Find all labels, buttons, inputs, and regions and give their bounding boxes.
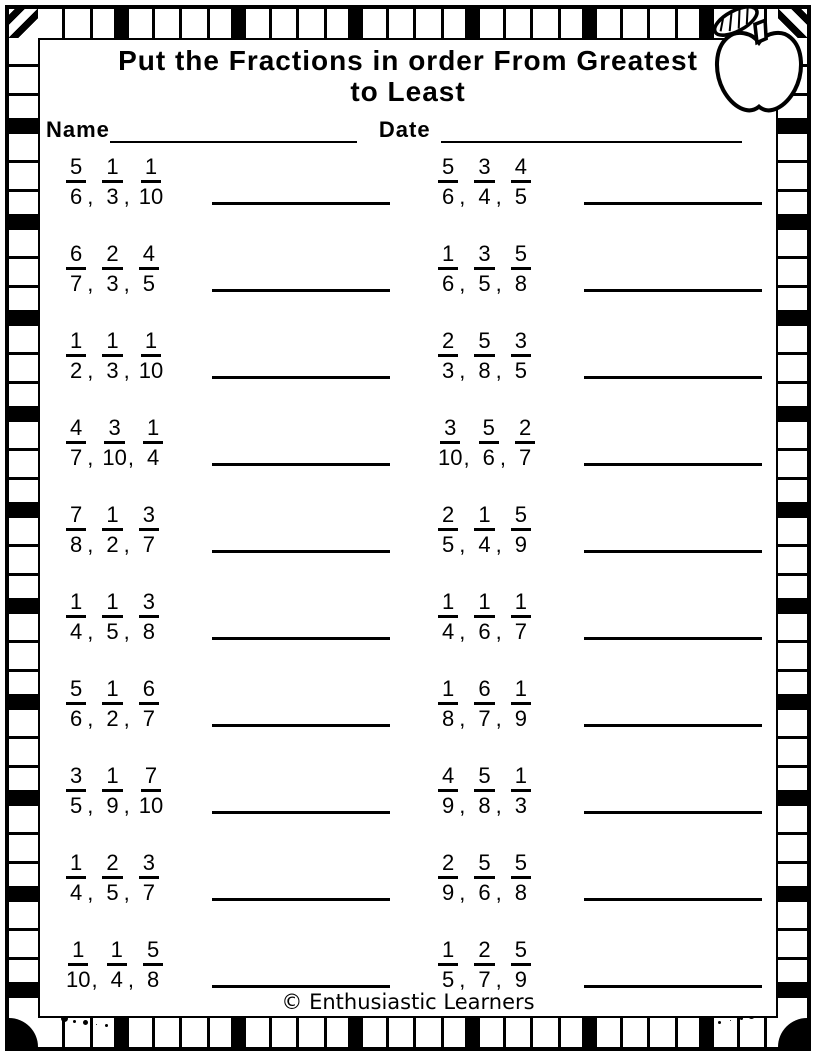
fraction-group <box>438 242 574 296</box>
answer-blank[interactable] <box>212 694 390 727</box>
problems-column-left <box>40 143 408 1023</box>
numerator: 5 <box>511 851 531 879</box>
fraction-group <box>438 590 574 644</box>
denominator: 7 <box>142 532 155 557</box>
numerator: 1 <box>66 329 86 357</box>
problem-row-left-4 <box>66 414 408 470</box>
numerator: 5 <box>474 764 494 792</box>
name-field-line[interactable] <box>110 115 357 143</box>
fraction <box>438 938 458 992</box>
problem-row-right-4 <box>438 414 776 470</box>
comma-separator: , <box>87 532 94 557</box>
answer-blank[interactable] <box>584 346 762 379</box>
denominator: 7 <box>70 271 83 296</box>
denominator: 6 <box>478 619 491 644</box>
denominator: 5 <box>106 880 119 905</box>
fraction <box>438 851 458 905</box>
fraction-group <box>66 155 202 209</box>
fraction-group <box>438 851 574 905</box>
fraction <box>511 503 531 557</box>
denominator: 3 <box>514 793 527 818</box>
comma-separator: , <box>127 967 134 992</box>
numerator: 1 <box>511 590 531 618</box>
numerator: 1 <box>474 590 494 618</box>
answer-blank[interactable] <box>212 520 390 553</box>
comma-separator: , <box>459 619 466 644</box>
fraction <box>438 416 462 470</box>
fraction <box>438 677 458 731</box>
fraction <box>102 416 126 470</box>
problem-row-right-10 <box>438 936 776 992</box>
denominator: 2 <box>70 358 83 383</box>
numerator: 1 <box>102 503 122 531</box>
comma-separator: , <box>123 706 130 731</box>
denominator: 8 <box>478 793 491 818</box>
comma-separator: , <box>459 706 466 731</box>
comma-separator: , <box>123 358 130 383</box>
numerator: 2 <box>438 329 458 357</box>
denominator: 7 <box>142 880 155 905</box>
comma-separator: , <box>123 880 130 905</box>
fraction <box>102 677 122 731</box>
answer-blank[interactable] <box>212 955 390 988</box>
problem-row-left-10 <box>66 936 408 992</box>
answer-blank[interactable] <box>584 172 762 205</box>
answer-blank[interactable] <box>584 433 762 466</box>
numerator: 4 <box>66 416 86 444</box>
fraction <box>66 764 86 818</box>
fraction-group <box>438 503 574 557</box>
numerator: 2 <box>102 242 122 270</box>
problem-row-right-2 <box>438 240 776 296</box>
numerator: 1 <box>66 851 86 879</box>
comma-separator: , <box>123 184 130 209</box>
fraction <box>511 938 531 992</box>
fraction-group <box>66 851 202 905</box>
denominator: 4 <box>70 880 83 905</box>
comma-separator: , <box>123 532 130 557</box>
fraction-group <box>66 242 202 296</box>
denominator: 7 <box>514 619 527 644</box>
problem-row-right-9 <box>438 849 776 905</box>
fraction <box>438 329 458 383</box>
denominator: 10 <box>66 967 91 992</box>
numerator: 6 <box>66 242 86 270</box>
denominator: 9 <box>442 793 455 818</box>
numerator: 1 <box>66 590 86 618</box>
numerator: 5 <box>511 242 531 270</box>
fraction <box>474 677 494 731</box>
problems-column-right <box>408 143 776 1023</box>
comma-separator: , <box>495 271 502 296</box>
denominator: 4 <box>110 967 123 992</box>
numerator: 1 <box>511 677 531 705</box>
comma-separator: , <box>495 793 502 818</box>
denominator: 5 <box>478 271 491 296</box>
numerator: 3 <box>104 416 124 444</box>
denominator: 5 <box>442 967 455 992</box>
numerator: 2 <box>438 503 458 531</box>
fraction <box>102 503 122 557</box>
numerator: 6 <box>474 677 494 705</box>
numerator: 3 <box>511 329 531 357</box>
problem-row-left-8 <box>66 762 408 818</box>
denominator: 9 <box>442 880 455 905</box>
numerator: 3 <box>440 416 460 444</box>
fraction <box>102 329 122 383</box>
answer-blank[interactable] <box>212 259 390 292</box>
denominator: 10 <box>138 184 164 209</box>
fraction <box>139 242 159 296</box>
comma-separator: , <box>127 445 134 470</box>
fraction <box>438 242 458 296</box>
problem-row-left-9 <box>66 849 408 905</box>
fraction <box>107 938 127 992</box>
fraction <box>438 764 458 818</box>
answer-blank[interactable] <box>584 607 762 640</box>
fraction-group <box>66 329 202 383</box>
numerator: 3 <box>474 155 494 183</box>
numerator: 1 <box>102 590 122 618</box>
comma-separator: , <box>123 793 130 818</box>
denominator: 8 <box>146 967 160 992</box>
fraction-group <box>438 677 574 731</box>
worksheet-content <box>38 38 778 1018</box>
problem-row-right-7 <box>438 675 776 731</box>
numerator: 3 <box>474 242 494 270</box>
numerator: 4 <box>511 155 531 183</box>
comma-separator: , <box>463 445 470 470</box>
fraction <box>102 155 122 209</box>
numerator: 3 <box>66 764 86 792</box>
page-title-line2: to Least <box>350 76 466 107</box>
denominator: 7 <box>478 706 491 731</box>
denominator: 6 <box>442 184 455 209</box>
fraction <box>438 503 458 557</box>
numerator: 1 <box>141 329 161 357</box>
comma-separator: , <box>87 445 94 470</box>
fraction <box>139 590 159 644</box>
numerator: 6 <box>139 677 159 705</box>
comma-separator: , <box>87 358 94 383</box>
numerator: 1 <box>102 329 122 357</box>
numerator: 1 <box>438 938 458 966</box>
fraction <box>438 155 458 209</box>
numerator: 2 <box>515 416 535 444</box>
border-stripes-top <box>38 9 778 38</box>
denominator: 7 <box>70 445 83 470</box>
fraction <box>511 329 531 383</box>
comma-separator: , <box>459 793 466 818</box>
denominator: 6 <box>482 445 495 470</box>
fraction <box>511 590 531 644</box>
fraction <box>474 155 494 209</box>
numerator: 1 <box>68 938 88 966</box>
fraction-group <box>438 938 574 992</box>
denominator: 8 <box>142 619 155 644</box>
denominator: 5 <box>514 184 527 209</box>
numerator: 1 <box>107 938 127 966</box>
problem-row-right-8 <box>438 762 776 818</box>
numerator: 5 <box>66 677 86 705</box>
denominator: 7 <box>518 445 532 470</box>
problem-row-left-3 <box>66 327 408 383</box>
problem-row-right-6 <box>438 588 776 644</box>
denominator: 5 <box>442 532 455 557</box>
fraction-group <box>66 590 202 644</box>
fraction-group <box>66 416 202 470</box>
fraction <box>139 155 163 209</box>
comma-separator: , <box>495 706 502 731</box>
fraction <box>479 416 499 470</box>
denominator: 6 <box>70 184 83 209</box>
problem-row-right-3 <box>438 327 776 383</box>
numerator: 5 <box>438 155 458 183</box>
comma-separator: , <box>87 880 94 905</box>
denominator: 10 <box>138 358 164 383</box>
fraction <box>139 677 159 731</box>
fraction <box>143 416 163 470</box>
comma-separator: , <box>499 445 506 470</box>
numerator: 5 <box>143 938 163 966</box>
comma-separator: , <box>459 271 466 296</box>
comma-separator: , <box>459 184 466 209</box>
numerator: 5 <box>474 851 494 879</box>
border-corner-top-left <box>9 9 38 38</box>
problem-row-right-1 <box>438 153 776 209</box>
numerator: 2 <box>474 938 494 966</box>
numerator: 5 <box>66 155 86 183</box>
denominator: 7 <box>142 706 155 731</box>
fraction <box>474 503 494 557</box>
denominator: 5 <box>106 619 119 644</box>
fraction <box>143 938 163 992</box>
denominator: 7 <box>478 967 491 992</box>
fraction <box>139 764 163 818</box>
date-field-line[interactable] <box>441 115 742 143</box>
denominator: 6 <box>478 880 491 905</box>
denominator: 10 <box>438 445 463 470</box>
fraction-group <box>66 938 202 992</box>
denominator: 10 <box>138 793 164 818</box>
numerator: 3 <box>139 851 159 879</box>
denominator: 3 <box>106 271 119 296</box>
denominator: 6 <box>442 271 455 296</box>
denominator: 4 <box>442 619 455 644</box>
numerator: 4 <box>139 242 159 270</box>
numerator: 1 <box>438 590 458 618</box>
fraction <box>66 155 86 209</box>
fraction <box>515 416 535 470</box>
problem-row-left-7 <box>66 675 408 731</box>
page-title-line1: Put the Fractions in order From Greatest <box>118 45 698 76</box>
problem-row-left-1 <box>66 153 408 209</box>
fraction <box>511 155 531 209</box>
comma-separator: , <box>87 271 94 296</box>
name-date-row <box>46 115 742 143</box>
fraction <box>511 764 531 818</box>
denominator: 9 <box>514 967 527 992</box>
fraction <box>474 764 494 818</box>
numerator: 1 <box>102 677 122 705</box>
denominator: 8 <box>478 358 491 383</box>
fraction <box>66 329 86 383</box>
denominator: 6 <box>70 706 83 731</box>
denominator: 8 <box>514 880 527 905</box>
denominator: 5 <box>142 271 155 296</box>
comma-separator: , <box>459 967 466 992</box>
denominator: 5 <box>70 793 83 818</box>
fraction <box>139 329 163 383</box>
fraction <box>102 764 122 818</box>
fraction <box>66 590 86 644</box>
copyright-credit: © Enthusiastic Learners <box>281 990 535 1014</box>
numerator: 5 <box>479 416 499 444</box>
fraction-group <box>66 764 202 818</box>
comma-separator: , <box>87 184 94 209</box>
comma-separator: , <box>123 271 130 296</box>
numerator: 5 <box>511 938 531 966</box>
fraction <box>474 851 494 905</box>
problem-row-left-6 <box>66 588 408 644</box>
fraction <box>102 242 122 296</box>
fraction-group <box>66 503 202 557</box>
page-title <box>40 45 776 107</box>
numerator: 2 <box>102 851 122 879</box>
fraction <box>438 590 458 644</box>
fraction <box>511 677 531 731</box>
name-label: Name <box>46 117 110 142</box>
denominator: 8 <box>514 271 527 296</box>
denominator: 8 <box>442 706 455 731</box>
fraction <box>66 677 86 731</box>
answer-blank[interactable] <box>584 781 762 814</box>
denominator: 9 <box>514 532 527 557</box>
answer-blank[interactable] <box>584 955 762 988</box>
numerator: 1 <box>511 764 531 792</box>
fraction <box>139 503 159 557</box>
answer-blank[interactable] <box>212 172 390 205</box>
numerator: 1 <box>143 416 163 444</box>
numerator: 1 <box>141 155 161 183</box>
numerator: 7 <box>141 764 161 792</box>
fraction <box>102 851 122 905</box>
numerator: 1 <box>438 677 458 705</box>
answer-blank[interactable] <box>212 607 390 640</box>
denominator: 4 <box>70 619 83 644</box>
numerator: 3 <box>139 590 159 618</box>
fraction <box>66 938 90 992</box>
denominator: 3 <box>106 358 119 383</box>
fraction <box>511 242 531 296</box>
answer-blank[interactable] <box>212 346 390 379</box>
numerator: 5 <box>474 329 494 357</box>
comma-separator: , <box>459 358 466 383</box>
denominator: 9 <box>106 793 119 818</box>
denominator: 3 <box>106 184 119 209</box>
denominator: 3 <box>442 358 455 383</box>
comma-separator: , <box>495 619 502 644</box>
numerator: 7 <box>66 503 86 531</box>
comma-separator: , <box>495 880 502 905</box>
comma-separator: , <box>123 619 130 644</box>
numerator: 1 <box>474 503 494 531</box>
numerator: 3 <box>139 503 159 531</box>
denominator: 2 <box>106 706 119 731</box>
answer-blank[interactable] <box>584 868 762 901</box>
answer-blank[interactable] <box>584 520 762 553</box>
fraction <box>139 851 159 905</box>
fraction <box>474 938 494 992</box>
denominator: 8 <box>70 532 83 557</box>
problem-row-right-5 <box>438 501 776 557</box>
fraction <box>66 851 86 905</box>
problem-row-left-2 <box>66 240 408 296</box>
problems-grid <box>40 143 776 1023</box>
border-stripes-right <box>778 38 807 1018</box>
answer-blank[interactable] <box>584 694 762 727</box>
denominator: 10 <box>102 445 127 470</box>
fraction <box>66 503 86 557</box>
fraction-group <box>438 764 574 818</box>
apple-icon <box>708 4 810 126</box>
comma-separator: , <box>87 793 94 818</box>
fraction-group <box>66 677 202 731</box>
numerator: 4 <box>438 764 458 792</box>
answer-blank[interactable] <box>584 259 762 292</box>
denominator: 4 <box>478 184 491 209</box>
denominator: 4 <box>478 532 491 557</box>
fraction <box>66 416 86 470</box>
numerator: 1 <box>102 155 122 183</box>
answer-blank[interactable] <box>212 781 390 814</box>
numerator: 1 <box>438 242 458 270</box>
comma-separator: , <box>495 967 502 992</box>
fraction <box>474 329 494 383</box>
fraction <box>102 590 122 644</box>
comma-separator: , <box>495 532 502 557</box>
comma-separator: , <box>495 184 502 209</box>
fraction <box>66 242 86 296</box>
fraction-group <box>438 329 574 383</box>
fraction <box>474 590 494 644</box>
comma-separator: , <box>459 880 466 905</box>
fraction <box>511 851 531 905</box>
problem-row-left-5 <box>66 501 408 557</box>
denominator: 2 <box>106 532 119 557</box>
denominator: 4 <box>146 445 160 470</box>
answer-blank[interactable] <box>212 868 390 901</box>
fraction <box>474 242 494 296</box>
numerator: 1 <box>102 764 122 792</box>
fraction-group <box>438 416 574 470</box>
answer-blank[interactable] <box>212 433 390 466</box>
comma-separator: , <box>87 706 94 731</box>
date-label: Date <box>378 117 431 142</box>
numerator: 5 <box>511 503 531 531</box>
comma-separator: , <box>495 358 502 383</box>
numerator: 2 <box>438 851 458 879</box>
comma-separator: , <box>91 967 98 992</box>
comma-separator: , <box>87 619 94 644</box>
border-stripes-left <box>9 38 38 1018</box>
denominator: 9 <box>514 706 527 731</box>
comma-separator: , <box>459 532 466 557</box>
denominator: 5 <box>514 358 527 383</box>
fraction-group <box>438 155 574 209</box>
